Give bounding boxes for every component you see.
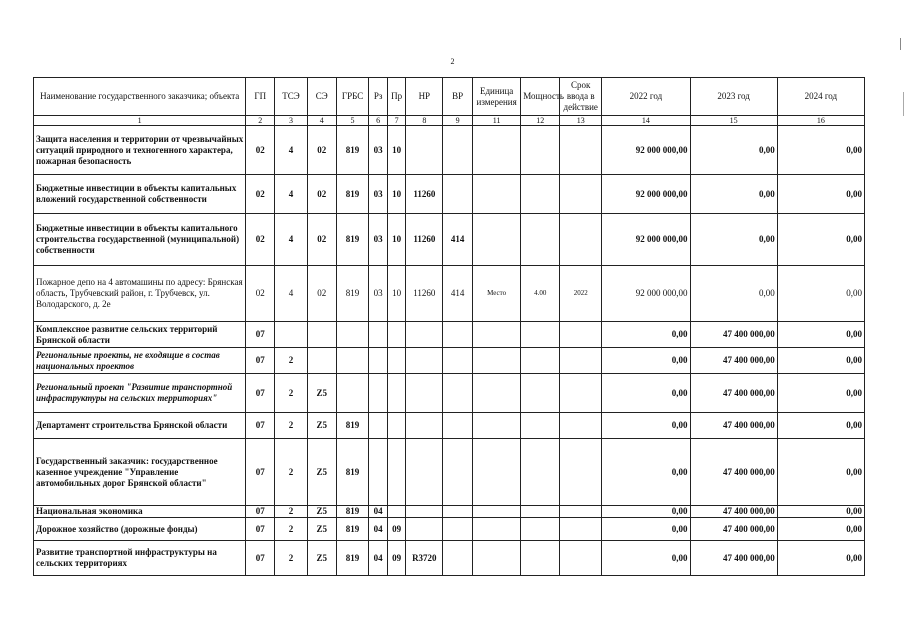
- cell-gp: 02: [246, 175, 275, 214]
- cell-y2024: 0,00: [777, 506, 864, 518]
- cell-vr: 414: [443, 214, 473, 266]
- cell-vr: 414: [443, 266, 473, 322]
- cell-y2022: 0,00: [602, 374, 690, 413]
- table-row: [34, 348, 865, 374]
- cell-se: 02: [307, 266, 336, 322]
- cell-name: Комплексное развитие сельских территорий Брянской области: [34, 322, 246, 348]
- col-header-grbs: ГРБС: [336, 78, 369, 116]
- cell-gp: 07: [246, 518, 275, 541]
- column-number-row: [34, 116, 865, 126]
- table-row: [34, 175, 865, 214]
- cell-y2023: 47 400 000,00: [690, 348, 777, 374]
- column-number: 13: [560, 116, 602, 126]
- cell-pr: 10: [387, 175, 405, 214]
- cell-power: [521, 413, 560, 439]
- column-number: 15: [690, 116, 777, 126]
- cell-power: 4.00: [521, 266, 560, 322]
- cell-pr: [387, 322, 405, 348]
- cell-term: [560, 322, 602, 348]
- cell-unit: [473, 348, 521, 374]
- cell-unit: [473, 175, 521, 214]
- cell-unit: [473, 374, 521, 413]
- cell-y2024: 0,00: [777, 175, 864, 214]
- cell-term: [560, 214, 602, 266]
- cell-rz: [369, 413, 387, 439]
- column-number: 11: [473, 116, 521, 126]
- cell-unit: [473, 518, 521, 541]
- cell-se: Z5: [307, 413, 336, 439]
- cell-grbs: 819: [336, 214, 369, 266]
- cell-tse: 2: [275, 374, 308, 413]
- cell-grbs: 819: [336, 518, 369, 541]
- cell-name: Развитие транспортной инфраструктуры на сельских территориях: [34, 541, 246, 576]
- cell-power: [521, 322, 560, 348]
- cell-y2024: 0,00: [777, 214, 864, 266]
- cell-y2023: 0,00: [690, 175, 777, 214]
- cell-y2023: 47 400 000,00: [690, 374, 777, 413]
- cell-y2022: 92 000 000,00: [602, 126, 690, 175]
- cell-power: [521, 126, 560, 175]
- cell-y2024: 0,00: [777, 374, 864, 413]
- cell-y2022: 0,00: [602, 413, 690, 439]
- cell-pr: [387, 374, 405, 413]
- cell-rz: [369, 439, 387, 506]
- cell-power: [521, 175, 560, 214]
- cell-rz: 03: [369, 214, 387, 266]
- cell-y2024: 0,00: [777, 439, 864, 506]
- column-number: 8: [406, 116, 443, 126]
- col-header-se: СЭ: [307, 78, 336, 116]
- column-number: 6: [369, 116, 387, 126]
- cell-gp: 07: [246, 374, 275, 413]
- col-header-2022: 2022 год: [602, 78, 690, 116]
- cell-vr: [443, 175, 473, 214]
- table-row: [34, 214, 865, 266]
- col-header-2023: 2023 год: [690, 78, 777, 116]
- cell-name: Бюджетные инвестиции в объекты капитальных вложений государственной собственности: [34, 175, 246, 214]
- cell-y2023: 47 400 000,00: [690, 413, 777, 439]
- table-row: [34, 439, 865, 506]
- cell-pr: 10: [387, 266, 405, 322]
- table-row: [34, 266, 865, 322]
- cell-unit: [473, 541, 521, 576]
- cell-pr: [387, 348, 405, 374]
- cell-gp: 07: [246, 413, 275, 439]
- cell-nr: [406, 126, 443, 175]
- col-header-nr: НР: [406, 78, 443, 116]
- cell-term: [560, 348, 602, 374]
- cell-pr: 10: [387, 126, 405, 175]
- cell-rz: [369, 322, 387, 348]
- cell-grbs: [336, 348, 369, 374]
- cell-vr: [443, 348, 473, 374]
- column-number: 3: [275, 116, 308, 126]
- budget-table: [33, 77, 865, 576]
- column-number: 4: [307, 116, 336, 126]
- cell-rz: 03: [369, 126, 387, 175]
- cell-y2023: 47 400 000,00: [690, 506, 777, 518]
- cell-gp: 02: [246, 126, 275, 175]
- cell-tse: 2: [275, 348, 308, 374]
- cell-term: [560, 518, 602, 541]
- col-header-power: Мощность: [521, 78, 560, 116]
- col-header-2024: 2024 год: [777, 78, 864, 116]
- cell-rz: 03: [369, 266, 387, 322]
- cell-term: [560, 439, 602, 506]
- cell-gp: 07: [246, 322, 275, 348]
- cell-grbs: 819: [336, 175, 369, 214]
- cell-tse: 2: [275, 541, 308, 576]
- cell-pr: [387, 439, 405, 506]
- cell-tse: 4: [275, 126, 308, 175]
- cell-tse: 2: [275, 413, 308, 439]
- cell-tse: 2: [275, 506, 308, 518]
- cell-gp: 07: [246, 506, 275, 518]
- cell-nr: [406, 322, 443, 348]
- table-row: [34, 374, 865, 413]
- cell-se: 02: [307, 126, 336, 175]
- cell-name: Национальная экономика: [34, 506, 246, 518]
- cell-nr: [406, 413, 443, 439]
- cell-pr: 09: [387, 541, 405, 576]
- cell-power: [521, 541, 560, 576]
- column-number: 16: [777, 116, 864, 126]
- cell-y2024: 0,00: [777, 126, 864, 175]
- cell-nr: [406, 439, 443, 506]
- cell-nr: 11260: [406, 266, 443, 322]
- cell-nr: 11260: [406, 175, 443, 214]
- cell-unit: [473, 506, 521, 518]
- cell-gp: 07: [246, 348, 275, 374]
- cell-name: Защита населения и территории от чрезвычайных ситуаций природного и техногенного характера, пожарная безопасность: [34, 126, 246, 175]
- cell-term: [560, 413, 602, 439]
- cell-y2022: 0,00: [602, 541, 690, 576]
- cell-nr: [406, 374, 443, 413]
- cell-nr: [406, 506, 443, 518]
- cell-name: Бюджетные инвестиции в объекты капитального строительства государственной (муниципальной) собственности: [34, 214, 246, 266]
- table-row: [34, 126, 865, 175]
- cell-power: [521, 506, 560, 518]
- cell-vr: [443, 126, 473, 175]
- cell-term: [560, 126, 602, 175]
- cell-vr: [443, 413, 473, 439]
- cell-y2024: 0,00: [777, 518, 864, 541]
- cell-nr: [406, 518, 443, 541]
- cell-grbs: 819: [336, 506, 369, 518]
- cell-name: Департамент строительства Брянской области: [34, 413, 246, 439]
- cell-power: [521, 214, 560, 266]
- cell-se: [307, 348, 336, 374]
- cell-se: Z5: [307, 374, 336, 413]
- page-number: 2: [450, 57, 455, 66]
- cell-y2024: 0,00: [777, 541, 864, 576]
- cell-tse: 4: [275, 266, 308, 322]
- col-header-vr: ВР: [443, 78, 473, 116]
- cell-name: Региональные проекты, не входящие в состав национальных проектов: [34, 348, 246, 374]
- cell-se: Z5: [307, 541, 336, 576]
- cell-y2024: 0,00: [777, 266, 864, 322]
- col-header-name: Наименование государственного заказчика; объекта: [34, 78, 246, 116]
- cell-y2022: 92 000 000,00: [602, 214, 690, 266]
- cell-unit: [473, 439, 521, 506]
- cell-term: [560, 506, 602, 518]
- col-header-rz: Рз: [369, 78, 387, 116]
- cell-y2022: 0,00: [602, 439, 690, 506]
- cell-gp: 02: [246, 266, 275, 322]
- cell-pr: 09: [387, 518, 405, 541]
- cell-grbs: 819: [336, 541, 369, 576]
- cell-pr: [387, 413, 405, 439]
- cell-vr: [443, 439, 473, 506]
- column-number: 12: [521, 116, 560, 126]
- cell-name: Пожарное депо на 4 автомашины по адресу: Брянская область, Трубчевский район, г. Трубчевск, ул. Володарского, д. 2е: [34, 266, 246, 322]
- cell-se: 02: [307, 214, 336, 266]
- cell-y2022: 0,00: [602, 348, 690, 374]
- cell-y2022: 0,00: [602, 506, 690, 518]
- cell-y2022: 0,00: [602, 322, 690, 348]
- cell-y2022: 0,00: [602, 518, 690, 541]
- cell-tse: 4: [275, 214, 308, 266]
- cell-unit: [473, 126, 521, 175]
- table-row: [34, 413, 865, 439]
- cell-power: [521, 439, 560, 506]
- col-header-tse: ТСЭ: [275, 78, 308, 116]
- cell-grbs: 819: [336, 266, 369, 322]
- cell-y2023: 0,00: [690, 214, 777, 266]
- header-row: [34, 78, 865, 116]
- cell-power: [521, 348, 560, 374]
- cell-se: Z5: [307, 518, 336, 541]
- table-row: [34, 506, 865, 518]
- column-number: 14: [602, 116, 690, 126]
- cell-tse: 4: [275, 175, 308, 214]
- cell-tse: [275, 322, 308, 348]
- cell-se: Z5: [307, 506, 336, 518]
- cell-term: 2022: [560, 266, 602, 322]
- scan-mark: [903, 92, 904, 116]
- cell-unit: [473, 214, 521, 266]
- cell-unit: Место: [473, 266, 521, 322]
- cell-unit: [473, 322, 521, 348]
- cell-pr: 10: [387, 214, 405, 266]
- cell-grbs: 819: [336, 439, 369, 506]
- cell-power: [521, 374, 560, 413]
- cell-rz: [369, 374, 387, 413]
- column-number: 7: [387, 116, 405, 126]
- cell-vr: [443, 518, 473, 541]
- cell-gp: 07: [246, 541, 275, 576]
- cell-pr: [387, 506, 405, 518]
- cell-rz: 04: [369, 518, 387, 541]
- column-number: 1: [34, 116, 246, 126]
- cell-name: Дорожное хозяйство (дорожные фонды): [34, 518, 246, 541]
- cell-unit: [473, 413, 521, 439]
- cell-grbs: 819: [336, 413, 369, 439]
- cell-gp: 07: [246, 439, 275, 506]
- cell-rz: [369, 348, 387, 374]
- cell-vr: [443, 541, 473, 576]
- cell-rz: 04: [369, 541, 387, 576]
- cell-y2022: 92 000 000,00: [602, 266, 690, 322]
- table-row: [34, 322, 865, 348]
- col-header-pr: Пр: [387, 78, 405, 116]
- cell-power: [521, 518, 560, 541]
- scan-mark: [900, 38, 901, 50]
- cell-name: Государственный заказчик: государственное казенное учреждение "Управление автомобильных дорог Брянской области": [34, 439, 246, 506]
- column-number: 2: [246, 116, 275, 126]
- table-row: [34, 518, 865, 541]
- column-number: 5: [336, 116, 369, 126]
- cell-se: 02: [307, 175, 336, 214]
- cell-grbs: [336, 322, 369, 348]
- cell-y2022: 92 000 000,00: [602, 175, 690, 214]
- cell-name: Региональный проект "Развитие транспортной инфраструктуры на сельских территориях": [34, 374, 246, 413]
- cell-nr: 11260: [406, 214, 443, 266]
- cell-grbs: [336, 374, 369, 413]
- column-number: 9: [443, 116, 473, 126]
- col-header-unit: Единица измерения: [473, 78, 521, 116]
- cell-rz: 04: [369, 506, 387, 518]
- cell-tse: 2: [275, 518, 308, 541]
- table-row: [34, 541, 865, 576]
- cell-term: [560, 541, 602, 576]
- cell-gp: 02: [246, 214, 275, 266]
- cell-y2023: 0,00: [690, 266, 777, 322]
- cell-rz: 03: [369, 175, 387, 214]
- cell-vr: [443, 322, 473, 348]
- cell-vr: [443, 506, 473, 518]
- cell-y2023: 47 400 000,00: [690, 439, 777, 506]
- cell-se: [307, 322, 336, 348]
- cell-nr: R3720: [406, 541, 443, 576]
- cell-nr: [406, 348, 443, 374]
- cell-tse: 2: [275, 439, 308, 506]
- col-header-gp: ГП: [246, 78, 275, 116]
- cell-grbs: 819: [336, 126, 369, 175]
- cell-y2023: 47 400 000,00: [690, 541, 777, 576]
- cell-y2024: 0,00: [777, 348, 864, 374]
- cell-se: Z5: [307, 439, 336, 506]
- cell-y2023: 0,00: [690, 126, 777, 175]
- cell-y2023: 47 400 000,00: [690, 322, 777, 348]
- cell-y2024: 0,00: [777, 413, 864, 439]
- cell-term: [560, 175, 602, 214]
- cell-y2024: 0,00: [777, 322, 864, 348]
- col-header-term: Срок ввода в действие: [560, 78, 602, 116]
- cell-term: [560, 374, 602, 413]
- cell-y2023: 47 400 000,00: [690, 518, 777, 541]
- cell-vr: [443, 374, 473, 413]
